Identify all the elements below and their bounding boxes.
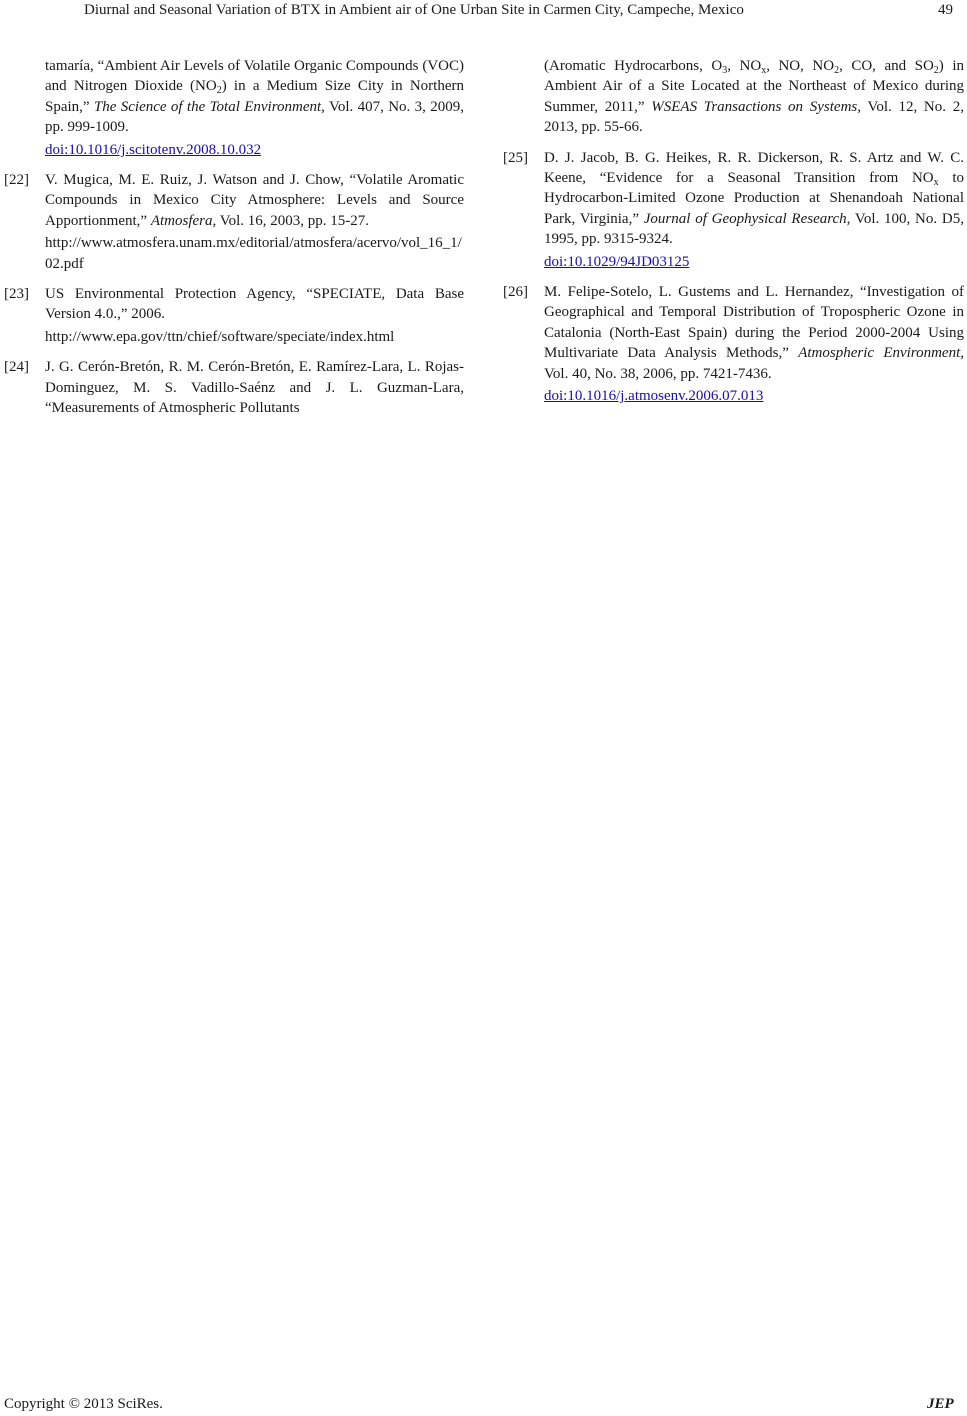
reference-23: [23] US Environmental Protection Agency, “SPECIATE, Data Base Version 4.0.,” 2006. http://www.epa.gov/ttn/chief/software/speciate/index.html	[4, 284, 464, 347]
right-column	[503, 56, 964, 417]
reference-number: [22]	[4, 172, 29, 189]
journal-name: WSEAS Transactions on Systems	[651, 98, 858, 115]
doi-link[interactable]: doi:10.1016/j.scitotenv.2008.10.032	[45, 141, 262, 158]
reference-number: [23]	[4, 286, 29, 303]
reference-number: [24]	[4, 359, 29, 376]
reference-24: [24] J. G. Cerón-Bretón, R. M. Cerón-Bretón, E. Ramírez-Lara, L. Rojas-Dominguez, M. S. Vadillo-Saénz and J. L. Guzman-Lara, “Measurements of Atmospheric Pollutants	[4, 359, 464, 417]
reference-url: http://www.atmosfera.unam.mx/editorial/atmosfera/acervo/vol_16_1/02.pdf	[45, 235, 462, 272]
journal-name: The Science of the Total Environment	[93, 98, 322, 115]
reference-url: http://www.epa.gov/ttn/chief/software/speciate/index.html	[45, 328, 395, 345]
reference-number: [26]	[503, 284, 528, 301]
page-number: 49	[938, 2, 953, 18]
journal-name: Journal of Geophysical Research	[643, 210, 847, 227]
journal-name: Atmospheric Environment	[798, 345, 961, 362]
footer-journal-abbr: JEP	[927, 1396, 954, 1412]
doi-link[interactable]: doi:10.1029/94JD03125	[544, 253, 690, 270]
reference-continuation-21: tamaría, “Ambient Air Levels of Volatile Organic Compounds (VOC) and Nitrogen Dioxide $(NO_2)$ in a Medium Size City in Northern Spain,” The Science of the Total Environment, Vol. 407, No. 3, 2009, pp. 999-1009. doi:10.1016/j.scitotenv.2008.10.032	[4, 56, 464, 160]
left-column	[4, 56, 464, 429]
reference-22: [22] V. Mugica, M. E. Ruiz, J. Watson and J. Chow, “Volatile Aromatic Compounds in Mexico City Atmosphere: Levels and Source Apportionment,” Atmosfera, Vol. 16, 2003, pp. 15-27. http://www.atmosfera.unam.mx/editorial/atmosfera/acervo/vol_16_1/02.pdf	[4, 170, 464, 274]
reference-25: [25] D. J. Jacob, B. G. Heikes, R. R. Dickerson, R. S. Artz and W. C. Keene, “Evidence for a Seasonal Transition from $NO_x$ to Hydrocarbon-Limited Ozone Production at Shenandoah National Park, Virginia,” Journal of Geophysical Research, Vol. 100, No. D5, 1995, pp. 9315-9324. doi:10.1029/94JD03125	[503, 148, 964, 272]
running-header-title: Diurnal and Seasonal Variation of BTX in Ambient air of One Urban Site in Carmen City, Campeche, Mexico	[84, 2, 744, 18]
doi-link[interactable]: doi:10.1016/j.atmosenv.2006.07.013	[544, 388, 764, 405]
reference-26: [26] M. Felipe-Sotelo, L. Gustems and L. Hernandez, “Investigation of Geographical and Temporal Distribution of Tropospheric Ozone in Catalonia (North-East Spain) during the Period 2000-2004 Using Multivariate Data Analysis Methods,” Atmospheric Environment, Vol. 40, No. 38, 2006, pp. 7421-7436. doi:10.1016/j.atmosenv.2006.07.013	[503, 282, 964, 406]
footer-copyright: Copyright © 2013 SciRes.	[4, 1396, 163, 1412]
journal-name: Atmosfera	[150, 212, 213, 229]
reference-continuation-24: (Aromatic Hydrocarbons, $O_3$, $NO_x$, NO, $NO_2$, CO, and $SO_2$) in Ambient Air of a Site Located at the Northeast of Mexico during Summer, 2011,” WSEAS Transactions on Systems, Vol. 12, No. 2, 2013, pp. 55-66.	[544, 58, 964, 136]
reference-number: [25]	[503, 149, 528, 166]
